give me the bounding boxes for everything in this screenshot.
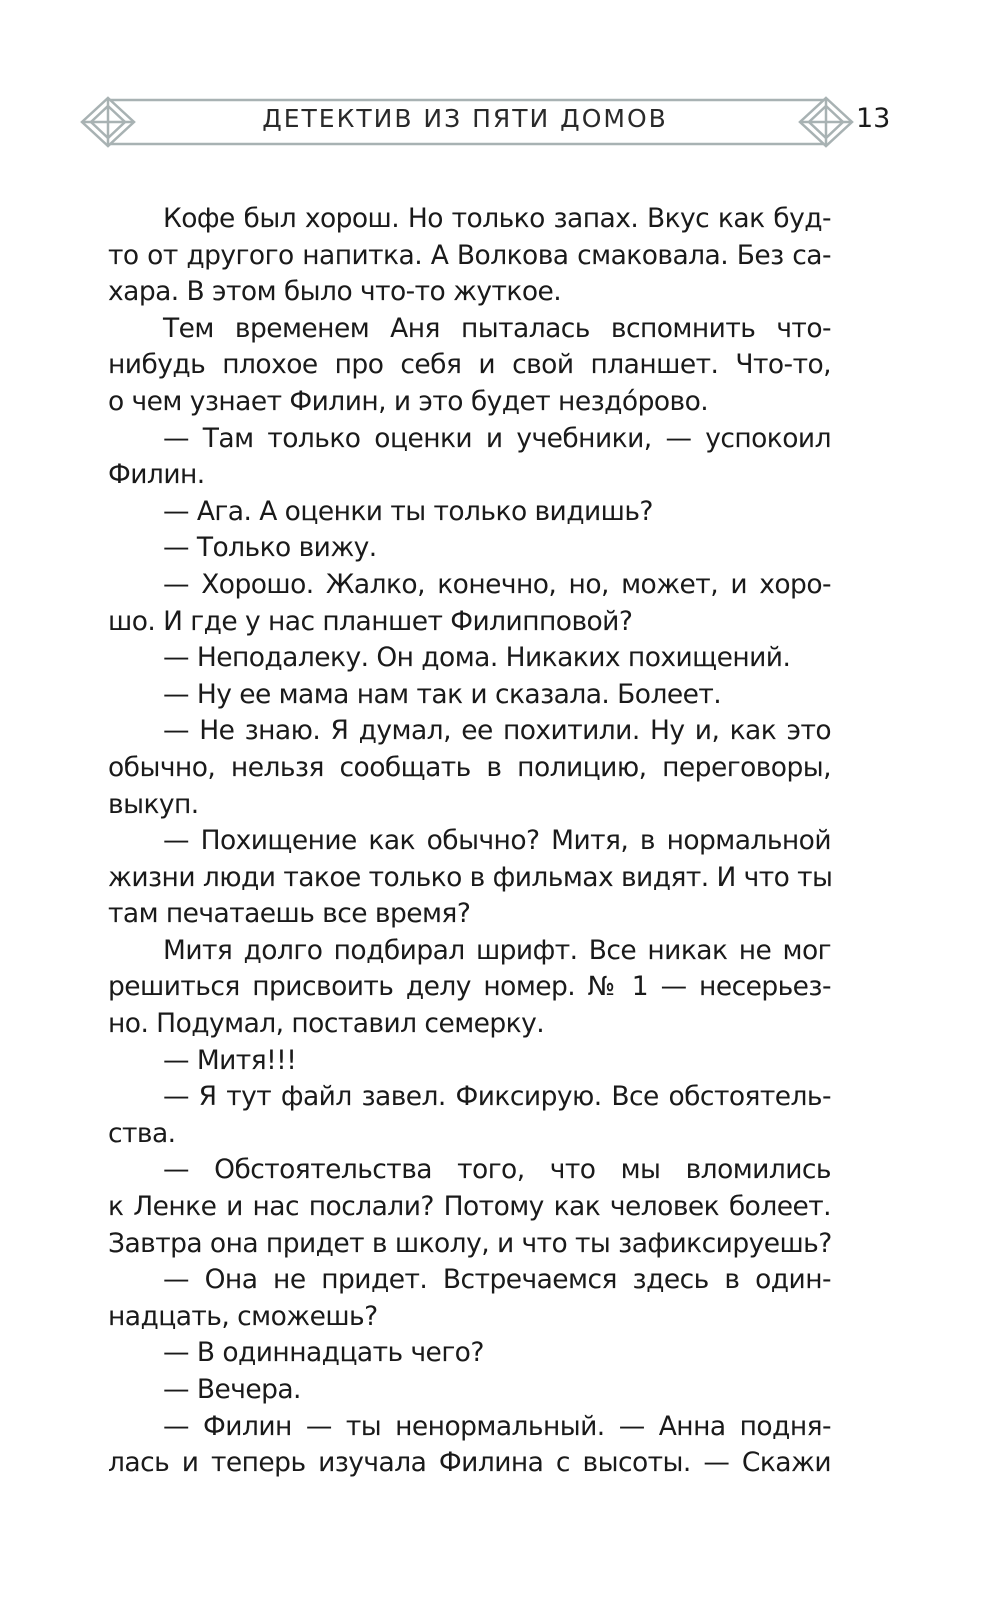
- text-line: то от другого напитка. А Волкова смаковала. Без са-: [108, 239, 831, 271]
- text-line: Филин.: [108, 459, 205, 491]
- text-line: Тем временем Аня пыталась вспомнить что-: [163, 312, 831, 344]
- text-line: выкуп.: [108, 788, 199, 820]
- text-line: Митя долго подбирал шрифт. Все никак не мог: [163, 934, 831, 966]
- text-line: надцать, сможешь?: [108, 1300, 378, 1332]
- diamond-right-icon: [800, 98, 852, 146]
- text-line: — Похищение как обычно? Митя, в нормальной: [163, 825, 831, 857]
- text-line: — Она не придет. Встречаемся здесь в один-: [163, 1264, 831, 1296]
- diamond-left-icon: [82, 98, 134, 146]
- text-line: решиться присвоить делу номер. № 1 — несерьез-: [108, 971, 831, 1003]
- text-line: Кофе был хорош. Но только запах. Вкус как буд-: [163, 203, 831, 234]
- text-line: — Вечера.: [163, 1374, 301, 1405]
- text-line: — Митя!!!: [163, 1044, 297, 1076]
- text-line: — В одиннадцать чего?: [163, 1337, 484, 1369]
- text-line: о чем узнает Филин, и это будет нездóрово.: [108, 385, 709, 417]
- text-line: — Хорошо. Жалко, конечно, но, может, и хоро-: [163, 568, 831, 600]
- text-line: хара. В этом было что-то жуткое.: [108, 276, 562, 308]
- text-line: там печатаешь все время?: [108, 898, 471, 930]
- text-line: — Ну ее мама нам так и сказала. Болеет.: [163, 678, 722, 710]
- text-line: шо. И где у нас планшет Филипповой?: [108, 605, 633, 637]
- text-line: — Ага. А оценки ты только видишь?: [163, 495, 653, 527]
- header-ornament: [0, 0, 1000, 160]
- running-title: ДЕТЕКТИВ ИЗ ПЯТИ ДОМОВ: [262, 104, 668, 133]
- body-text: [108, 201, 831, 1482]
- text-line: ства.: [108, 1117, 176, 1149]
- text-line: — Филин — ты ненормальный. — Анна подня-: [163, 1410, 831, 1442]
- text-line: — Я тут файл завел. Фиксирую. Все обстоятель-: [163, 1081, 831, 1113]
- text-line: — Обстоятельства того, что мы вломились: [163, 1154, 831, 1186]
- text-line: обычно, нельзя сообщать в полицию, переговоры,: [108, 751, 831, 783]
- text-line: жизни люди такое только в фильмах видят. И что ты: [108, 861, 833, 893]
- text-line: но. Подумал, поставил семерку.: [108, 1008, 545, 1040]
- text-line: — Там только оценки и учебники, — успокоил: [163, 422, 831, 454]
- page-number: 13: [856, 103, 891, 134]
- text-line: — Только вижу.: [163, 532, 377, 564]
- text-line: — Не знаю. Я думал, ее похитили. Ну и, как это: [163, 715, 831, 747]
- text-line: к Ленке и нас послали? Потому как человек болеет.: [108, 1191, 831, 1223]
- text-line: — Неподалеку. Он дома. Никаких похищений.: [163, 642, 791, 674]
- text-line: нибудь плохое про себя и свой планшет. Что-то,: [108, 349, 831, 381]
- text-line: лась и теперь изучала Филина с высоты. — Скажи: [108, 1447, 831, 1479]
- text-line: Завтра она придет в школу, и что ты зафиксируешь?: [108, 1227, 832, 1259]
